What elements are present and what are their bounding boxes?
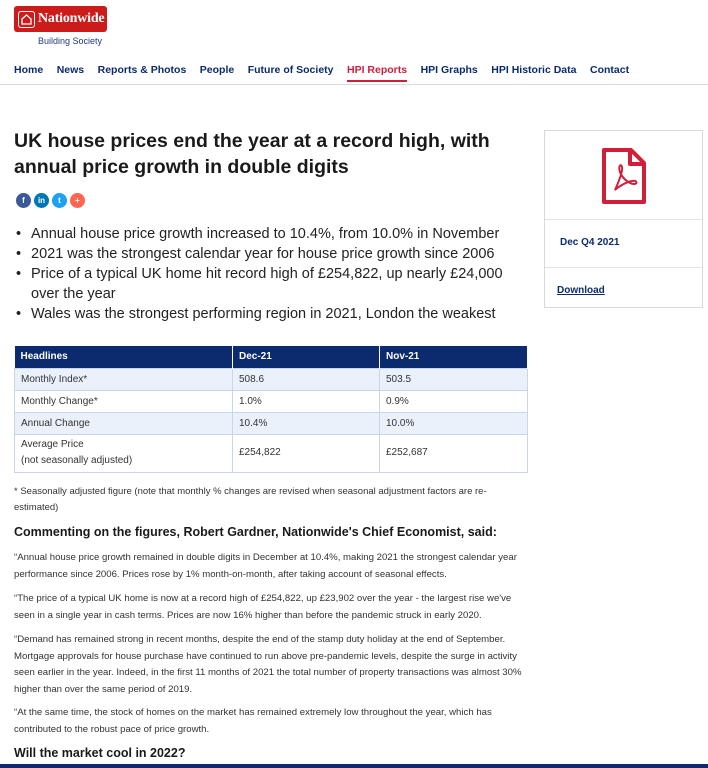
card-divider — [545, 267, 702, 268]
table-cell: 1.0% — [233, 390, 380, 412]
key-points-list — [16, 224, 531, 324]
table-footnote: * Seasonally adjusted figure (note that monthly % changes are revised when seasonal adjustment factors are re-estimated) — [14, 486, 487, 513]
table-cell: 10.4% — [233, 412, 380, 434]
nav-divider — [0, 84, 708, 85]
table-row — [15, 434, 528, 472]
headlines-table — [14, 346, 528, 473]
list-item: • Price of a typical UK home hit record high of £254,822, up nearly £24,000 over the year — [16, 264, 531, 304]
nav-hpi-historic-data[interactable]: HPI Historic Data — [491, 64, 577, 76]
logo-badge — [14, 6, 107, 32]
table-cell: Monthly Change* — [15, 390, 233, 412]
table-cell: 10.0% — [380, 412, 528, 434]
nav-home[interactable]: Home — [14, 64, 44, 76]
table-cell: 508.6 — [233, 368, 380, 390]
card-divider — [545, 219, 702, 220]
download-link[interactable]: Download — [557, 285, 605, 296]
nav-news[interactable]: News — [56, 64, 85, 76]
footer-bar — [0, 764, 708, 768]
table-cell — [15, 434, 233, 472]
table-cell: 0.9% — [380, 390, 528, 412]
pdf-icon[interactable] — [601, 147, 647, 210]
brand-subtitle: Building Society — [38, 36, 103, 46]
table-cell: Annual Change — [15, 412, 233, 434]
list-item: • Annual house price growth increased to 10.4%, from 10.0% in November — [16, 224, 531, 244]
share-buttons — [16, 193, 85, 208]
commentary-heading: Commenting on the figures, Robert Gardner, Nationwide's Chief Economist, said: — [14, 525, 497, 539]
table-cell: £254,822 — [233, 434, 380, 472]
nav-future-of-society[interactable]: Future of Society — [247, 64, 334, 76]
section-heading: Will the market cool in 2022? — [14, 746, 186, 760]
page-title: UK house prices end the year at a record high, with annual price growth in double digits — [14, 130, 490, 178]
linkedin-icon[interactable]: in — [34, 193, 49, 208]
commentary-paragraph: “Annual house price growth remained in double digits in December at 10.4%, making 2021 the strongest calendar year performance since 2006. Prices rose by 1% month-on-month, after taking account of seasonal effects. — [14, 552, 517, 580]
table-header: Nov-21 — [380, 346, 528, 368]
nav-reports-photos[interactable]: Reports & Photos — [97, 64, 187, 76]
report-period: Dec Q4 2021 — [560, 237, 620, 248]
commentary-paragraph: “Demand has remained strong in recent months, despite the end of the stamp duty holiday at the end of September. Mortgage approvals for house purchase have continued to run above pre-pandemic levels, despite the surge in activity seen earlier in the year. Indeed, in the first 11 months of 2021 the total number of property transactions was almost 30% higher than over the same period of 2019. — [14, 634, 522, 695]
report-download-card — [544, 130, 703, 308]
main-nav — [14, 64, 643, 82]
table-cell-line: (not seasonally adjusted) — [21, 455, 133, 466]
table-row — [15, 368, 528, 390]
nav-hpi-reports[interactable]: HPI Reports — [347, 64, 407, 82]
more-icon[interactable]: + — [70, 193, 85, 208]
table-header: Dec-21 — [233, 346, 380, 368]
commentary-paragraph: “The price of a typical UK home is now at a record high of £254,822, up £23,902 over the year - the largest rise we've seen in a single year in cash terms. Prices are now 16% higher than before the pandemic struck in early 2020. — [14, 593, 512, 621]
table-header: Headlines — [15, 346, 233, 368]
list-item: • 2021 was the strongest calendar year for house price growth since 2006 — [16, 244, 531, 264]
nav-people[interactable]: People — [199, 64, 235, 76]
list-item: • Wales was the strongest performing region in 2021, London the weakest — [16, 304, 531, 324]
facebook-icon[interactable]: f — [16, 193, 31, 208]
table-cell: Monthly Index* — [15, 368, 233, 390]
table-cell: 503.5 — [380, 368, 528, 390]
table-row — [15, 412, 528, 434]
table-cell: £252,687 — [380, 434, 528, 472]
twitter-icon[interactable]: t — [52, 193, 67, 208]
table-row — [15, 390, 528, 412]
nav-hpi-graphs[interactable]: HPI Graphs — [420, 64, 478, 76]
nationwide-logo[interactable] — [14, 6, 107, 46]
nav-contact[interactable]: Contact — [589, 64, 630, 76]
brand-name: Nationwide — [38, 11, 105, 26]
commentary-paragraph: “At the same time, the stock of homes on the market has remained extremely low throughout the year, which has contributed to the robust pace of price growth. — [14, 707, 492, 735]
table-cell-line: Average Price — [21, 439, 84, 450]
building-icon — [18, 11, 35, 28]
table-header-row — [15, 346, 528, 368]
